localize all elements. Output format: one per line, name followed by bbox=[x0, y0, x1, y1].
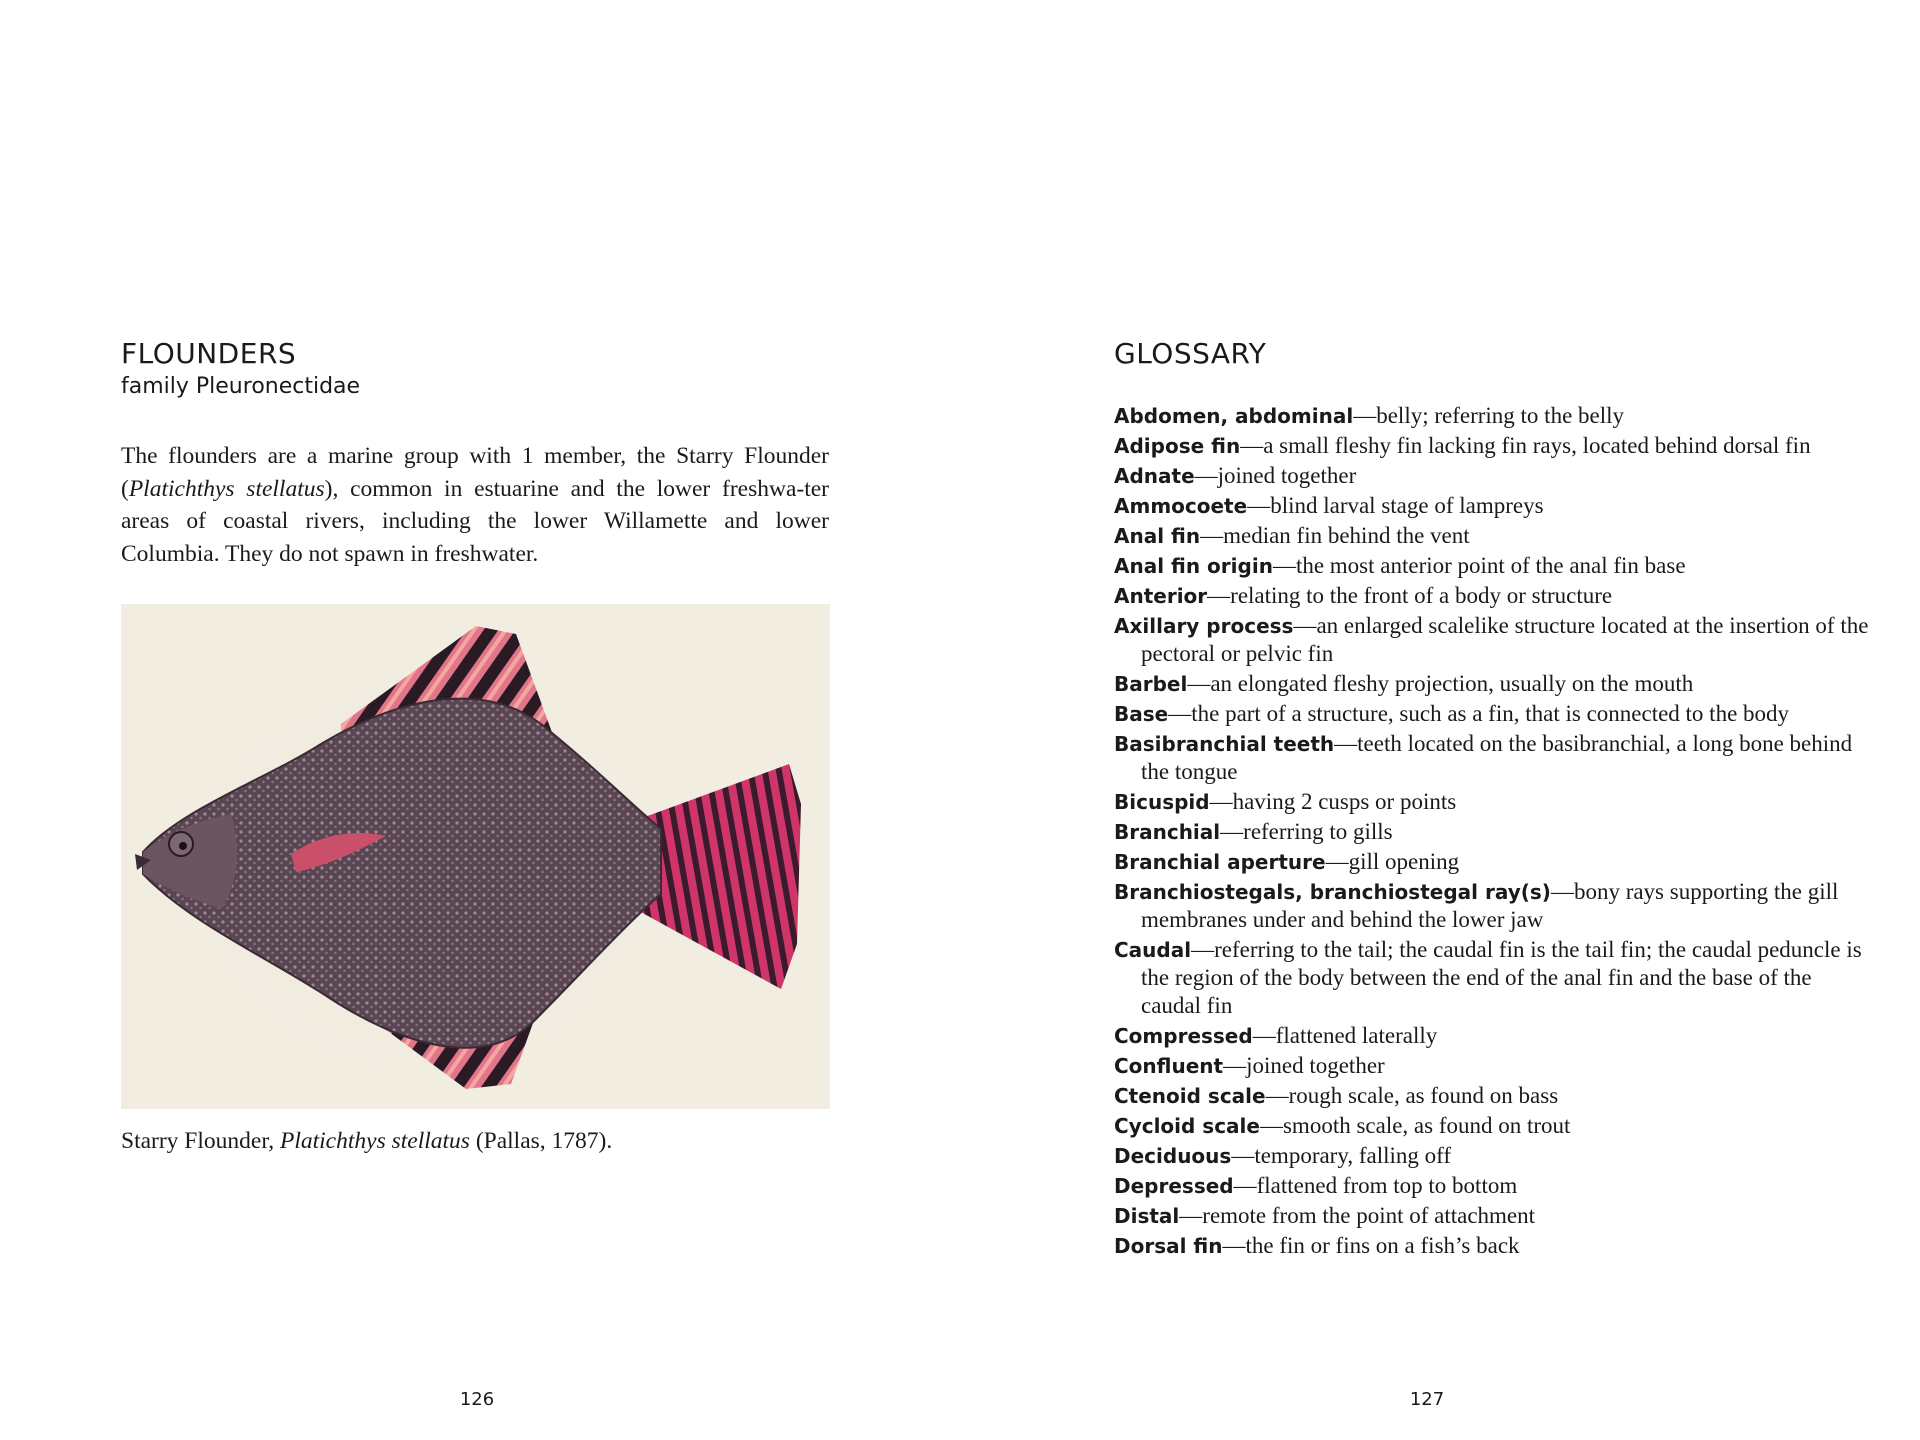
glossary-entry bbox=[1114, 552, 1874, 580]
glossary-definition: —temporary, falling off bbox=[1231, 1143, 1452, 1168]
glossary-entry bbox=[1114, 1112, 1874, 1140]
glossary-term: Dorsal fin bbox=[1114, 1234, 1223, 1258]
glossary-term: Abdomen, abdominal bbox=[1114, 404, 1354, 428]
glossary-term: Compressed bbox=[1114, 1024, 1253, 1048]
glossary-term: Anal fin origin bbox=[1114, 554, 1273, 578]
glossary-term: Branchial bbox=[1114, 820, 1221, 844]
glossary-entry bbox=[1114, 1142, 1874, 1170]
glossary-term: Cycloid scale bbox=[1114, 1114, 1260, 1138]
glossary-term: Deciduous bbox=[1114, 1144, 1232, 1168]
glossary-entry bbox=[1114, 788, 1874, 816]
glossary-definition: —rough scale, as found on bass bbox=[1265, 1083, 1559, 1108]
glossary-term: Anterior bbox=[1114, 584, 1208, 608]
glossary-entry bbox=[1114, 730, 1874, 786]
glossary-term: Branchiostegals, branchiostegal ray(s) bbox=[1114, 880, 1551, 904]
fish-head bbox=[143, 814, 237, 909]
glossary-entry bbox=[1114, 402, 1874, 430]
glossary-entry bbox=[1114, 848, 1874, 876]
glossary-definition: —having 2 cusps or points bbox=[1209, 789, 1457, 814]
page-title: FLOUNDERS bbox=[121, 337, 297, 370]
caption-species: Platichthys stellatus bbox=[279, 1128, 470, 1154]
fish-pupil bbox=[179, 842, 187, 850]
right-page bbox=[960, 0, 1920, 1440]
glossary-entry bbox=[1114, 936, 1874, 1020]
glossary-term: Ctenoid scale bbox=[1114, 1084, 1266, 1108]
glossary-entry bbox=[1114, 1052, 1874, 1080]
glossary-entry bbox=[1114, 462, 1874, 490]
glossary-entry bbox=[1114, 1232, 1874, 1260]
glossary-term: Axillary process bbox=[1114, 614, 1294, 638]
glossary-definition: —a small fleshy fin lacking fin rays, located behind dorsal fin bbox=[1240, 433, 1811, 458]
glossary-definition: —gill opening bbox=[1325, 849, 1460, 874]
glossary-entry bbox=[1114, 700, 1874, 728]
glossary-definition: —flattened from top to bottom bbox=[1233, 1173, 1518, 1198]
glossary-definition: —the most anterior point of the anal fin base bbox=[1272, 553, 1686, 578]
glossary-entry bbox=[1114, 1082, 1874, 1110]
glossary-definition: —blind larval stage of lampreys bbox=[1247, 493, 1544, 518]
glossary-definition: —median fin behind the vent bbox=[1200, 523, 1470, 548]
page-number: 127 bbox=[1409, 1389, 1445, 1410]
glossary-entry bbox=[1114, 1202, 1874, 1230]
glossary-term: Anal fin bbox=[1114, 524, 1201, 548]
page-number: 126 bbox=[459, 1389, 495, 1410]
flounder-photo bbox=[121, 604, 830, 1109]
glossary-entry bbox=[1114, 432, 1874, 460]
glossary-term: Basibranchial teeth bbox=[1114, 732, 1335, 756]
glossary-term: Barbel bbox=[1114, 672, 1188, 696]
intro-text-2: ), common in estuarine and the lower freshwa-ter areas of coastal rivers, including the lower Willamette and lower Columbia. They do not spawn in freshwater. bbox=[121, 475, 829, 567]
glossary-entry bbox=[1114, 522, 1874, 550]
glossary-term: Caudal bbox=[1114, 938, 1192, 962]
glossary-definition: —flattened laterally bbox=[1252, 1023, 1438, 1048]
glossary-definition: —joined together bbox=[1223, 1053, 1385, 1078]
glossary-title: GLOSSARY bbox=[1114, 337, 1267, 370]
caption-prefix: Starry Flounder, bbox=[121, 1128, 280, 1154]
family-subtitle: family Pleuronectidae bbox=[121, 374, 361, 399]
glossary-definition: —joined together bbox=[1194, 463, 1357, 488]
glossary-entry bbox=[1114, 492, 1874, 520]
glossary-list bbox=[1114, 402, 1874, 1262]
glossary-definition: —belly; referring to the belly bbox=[1353, 403, 1625, 428]
glossary-definition: —referring to the tail; the caudal fin is the tail fin; the caudal peduncle is the region of the body between the end of the anal fin and the base of the caudal fin bbox=[1141, 937, 1862, 1018]
glossary-term: Adipose fin bbox=[1114, 434, 1241, 458]
glossary-definition: —the fin or fins on a fish’s back bbox=[1222, 1233, 1520, 1258]
glossary-entry bbox=[1114, 1022, 1874, 1050]
intro-text-1: The flounders are a marine group with 1 member, the Starry Flounder ( bbox=[121, 443, 829, 502]
glossary-term: Ammocoete bbox=[1114, 494, 1248, 518]
figure-caption bbox=[121, 1125, 612, 1157]
glossary-entry bbox=[1114, 818, 1874, 846]
glossary-definition: —bony rays supporting the gill membranes under and behind the lower jaw bbox=[1141, 879, 1839, 932]
caption-suffix: (Pallas, 1787). bbox=[469, 1128, 613, 1154]
glossary-entry bbox=[1114, 878, 1874, 934]
species-name: Platichthys stellatus bbox=[128, 475, 325, 502]
glossary-term: Adnate bbox=[1114, 464, 1195, 488]
glossary-entry bbox=[1114, 582, 1874, 610]
glossary-definition: —referring to gills bbox=[1220, 819, 1393, 844]
glossary-entry bbox=[1114, 670, 1874, 698]
glossary-definition: —an elongated fleshy projection, usually on the mouth bbox=[1187, 671, 1694, 696]
glossary-term: Branchial aperture bbox=[1114, 850, 1326, 874]
glossary-term: Depressed bbox=[1114, 1174, 1234, 1198]
glossary-term: Distal bbox=[1114, 1204, 1180, 1228]
glossary-definition: —smooth scale, as found on trout bbox=[1259, 1113, 1571, 1138]
flounder-illustration bbox=[121, 604, 830, 1109]
glossary-definition: —the part of a structure, such as a fin, that is connected to the body bbox=[1168, 701, 1790, 726]
glossary-entry bbox=[1114, 1172, 1874, 1200]
glossary-definition: —teeth located on the basibranchial, a long bone behind the tongue bbox=[1141, 731, 1853, 784]
glossary-term: Bicuspid bbox=[1114, 790, 1210, 814]
glossary-term: Base bbox=[1114, 702, 1169, 726]
glossary-definition: —an enlarged scalelike structure located at the insertion of the pectoral or pelvic fin bbox=[1141, 613, 1869, 666]
glossary-definition: —remote from the point of attachment bbox=[1179, 1203, 1536, 1228]
intro-paragraph bbox=[121, 440, 829, 570]
glossary-term: Confluent bbox=[1114, 1054, 1224, 1078]
glossary-definition: —relating to the front of a body or structure bbox=[1207, 583, 1613, 608]
glossary-entry bbox=[1114, 612, 1874, 668]
